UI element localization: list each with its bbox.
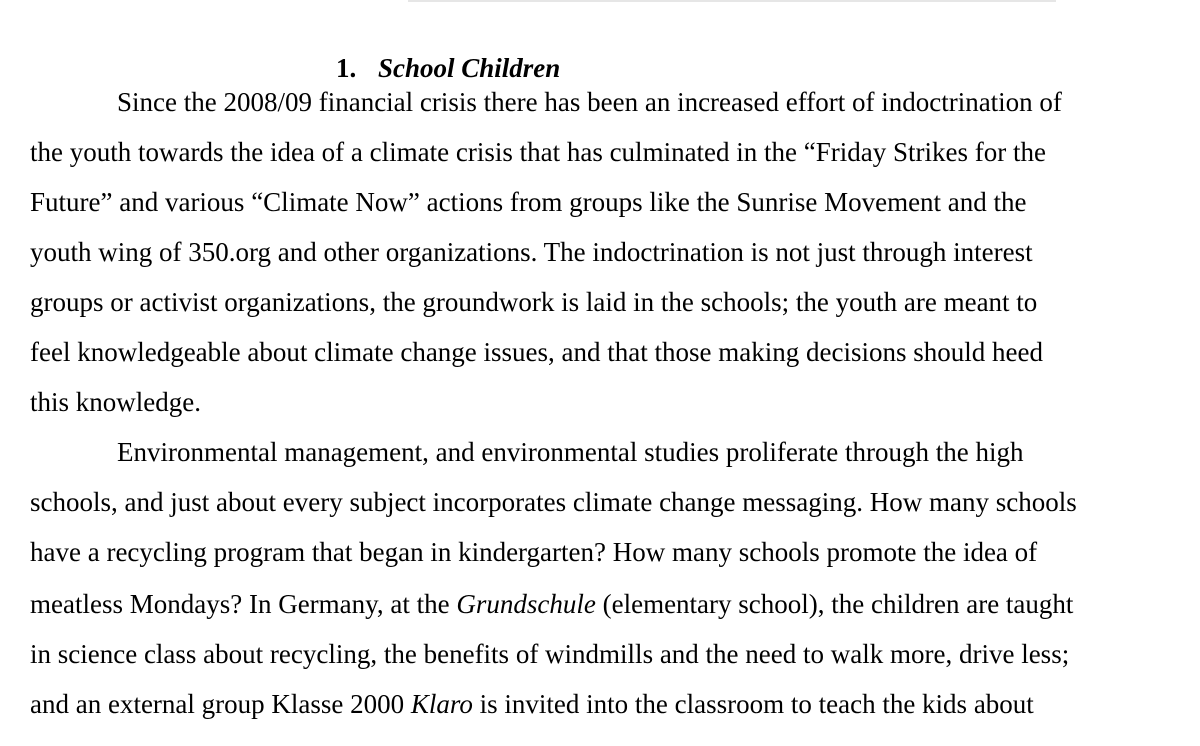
paragraph-line: this knowledge. [30,387,201,417]
paragraph-line: the youth towards the idea of a climate crisis that has culminated in the “Friday Strikes for the [30,137,1046,167]
paragraph-line: have a recycling program that began in kindergarten? How many schools promote the idea of [30,537,1038,567]
paragraph-line: youth wing of 350.org and other organizations. The indoctrination is not just through interest [30,237,1033,267]
paragraph-line: schools, and just about every subject incorporates climate change messaging. How many schools [30,487,1077,517]
page-top-divider [408,0,1056,2]
section-title: School Children [378,53,561,83]
paragraph-line: in science class about recycling, the benefits of windmills and the need to walk more, drive less; [30,639,1070,669]
italic-term-klaro: Klaro [410,689,473,719]
paragraph-line: groups or activist organizations, the groundwork is laid in the schools; the youth are meant to [30,287,1038,317]
section-number: 1. [336,53,357,83]
italic-term-grundschule: Grundschule [456,589,596,619]
line-text-before: meatless Mondays? In Germany, at the [30,589,457,619]
paragraph-line: feel knowledgeable about climate change issues, and that those making decisions should heed [30,337,1043,367]
line-text-before: and an external group Klasse 2000 [30,689,411,719]
line-text-after: is invited into the classroom to teach the kids about [472,689,1034,719]
line-text-after: (elementary school), the children are taught [595,589,1074,619]
paragraph-line: Since the 2008/09 financial crisis there has been an increased effort of indoctrination of [117,87,1062,117]
paragraph-line [30,588,1073,620]
paragraph-line [30,688,1034,720]
paragraph-line: Environmental management, and environmental studies proliferate through the high [117,437,1024,467]
paragraph-line: Future” and various “Climate Now” actions from groups like the Sunrise Movement and the [30,187,1027,217]
section-heading [336,52,560,84]
